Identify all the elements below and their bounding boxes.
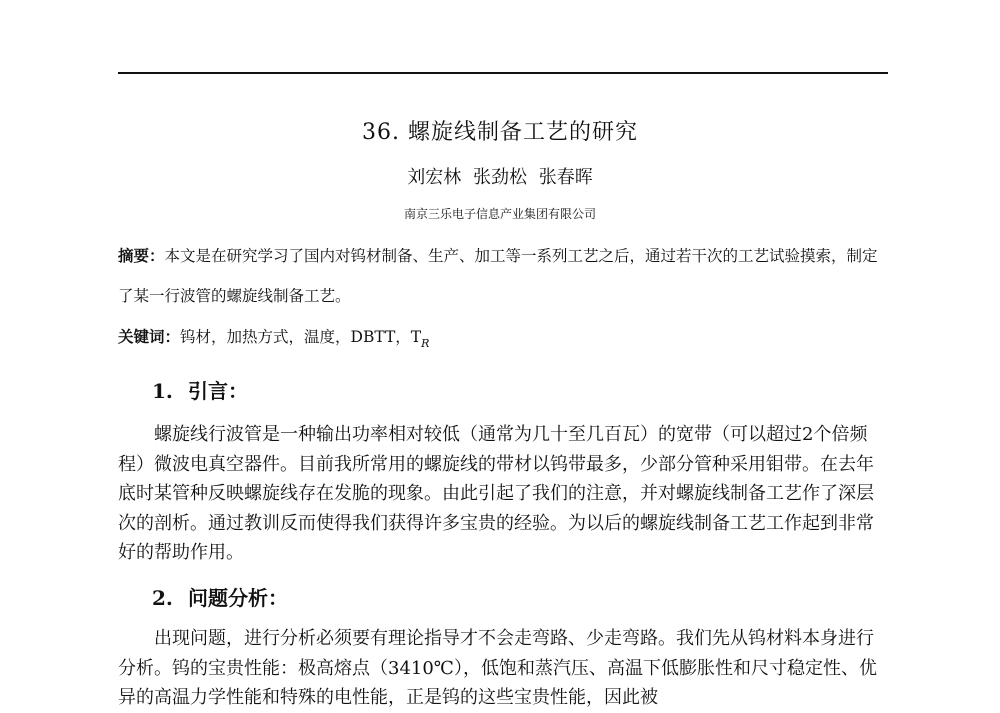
keywords-label: 关键词：	[118, 327, 181, 346]
paper-title: 36. 螺旋线制备工艺的研究	[362, 120, 638, 145]
abstract	[118, 236, 888, 316]
abstract-label: 摘要：	[118, 246, 165, 265]
affiliation: 南京三乐电子信息产业集团有限公司	[403, 207, 596, 221]
keywords-subscript: R	[421, 337, 430, 350]
authors: 刘宏林 张劲松 张春晖	[407, 167, 593, 188]
section-title: 问题分析：	[188, 586, 288, 610]
keywords-text: 钨材，加热方式，温度，DBTT，T	[180, 328, 422, 346]
paragraph-problem-analysis: 出现问题，进行分析必须要有理论指导才不会走弯路、少走弯路。我们先从钨材料本身进行分析。钨的宝贵性能：极高熔点（3410℃），低饱和蒸汽压、高温下低膨胀性和尺寸稳定性、优异的高温力学性能和特殊的电性能，正是钨的这些宝贵性能，因此被	[118, 628, 877, 708]
paragraph-introduction: 螺旋线行波管是一种输出功率相对较低（通常为几十至几百瓦）的宽带（可以超过2个倍频程）微波电真空器件。目前我所常用的螺旋线的带材以钨带最多，少部分管种采用钼带。在去年底时某管种反映螺旋线存在发脆的现象。由此引起了我们的注意，并对螺旋线制备工艺作了深层次的剖析。通过教训反而使得我们获得许多宝贵的经验。为以后的螺旋线制备工艺工作起到非常好的帮助作用。	[118, 424, 874, 563]
section-number: 2.	[152, 586, 173, 610]
section-heading-introduction	[152, 375, 248, 404]
section-heading-problem-analysis	[152, 582, 288, 611]
abstract-text: 本文是在研究学习了国内对钨材制备、生产、加工等一系列工艺之后，通过若干次的工艺试验摸索，制定了某一行波管的螺旋线制备工艺。	[118, 247, 878, 305]
section-number: 1.	[152, 379, 173, 403]
header-rule	[118, 72, 888, 74]
keywords	[118, 325, 888, 350]
section-title: 引言：	[188, 379, 248, 403]
